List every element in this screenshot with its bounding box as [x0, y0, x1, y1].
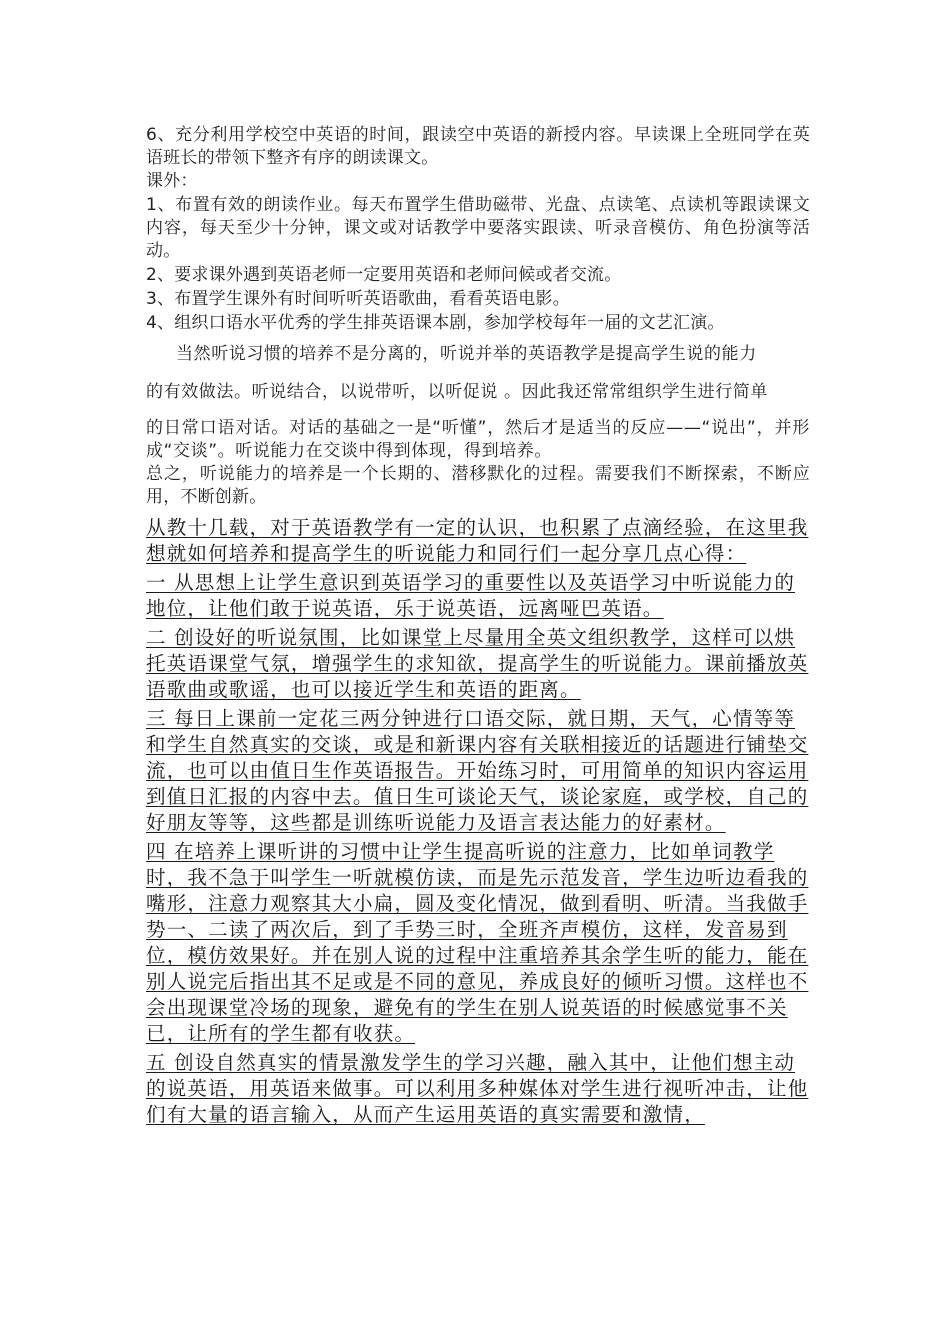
underlined-point-3: 三 每日上课前一定花三两分钟进行口语交际，就日期，天气，心情等等和学生自然真实的交谈，或是和新课内容有关联相接近的话题进行铺垫交流，也可以由值日生作英语报告。开始练习时，可用简单的知识内容运用到值日汇报的内容中去。值日生可谈论天气，谈论家庭，或学校，自己的好朋友等等，这些都是训练听说能力及语言表达能力的好素材。 [146, 707, 809, 834]
underlined-intro: 从教十几载，对于英语教学有一定的认识，也积累了点滴经验，在这里我想就如何培养和提高学生的听说能力和同行们一起分享几点心得： [146, 516, 809, 565]
underlined-point-4: 四 在培养上课听讲的习惯中让学生提高听说的注意力，比如单词教学时，我不急于叫学生一听就模仿读，而是先示范发音，学生边听边看我的嘴形，注意力观察其大小扁，圆及变化情况，做到看明、听清。当我做手势一、二读了两次后，到了手势三时，全班齐声模仿，这样，发音易到位，模仿效果好。并在别人说的过程中注重培养其余学生听的能力，能在别人说完后指出其不足或是不同的意见，养成良好的倾听习惯。这样也不会出现课堂冷场的现象，避免有的学生在别人说英语的时候感觉事不关已，让所有的学生都有收获。 [146, 840, 809, 1045]
paragraph-extra-1: 1、布置有效的朗读作业。每天布置学生借助磁带、光盘、点读笔、点读机等跟读课文内容，每天至少十分钟，课文或对话教学中要落实跟读、听录音模仿、角色扮演等活动。 [146, 195, 810, 261]
heading-extracurricular: 课外： [146, 171, 198, 191]
paragraph-listening-line-2: 的有效做法。听说结合，以说带听，以听促说 。因此我还常常组织学生进行简单 [146, 382, 769, 402]
underlined-point-2: 二 创设好的听说氛围，比如课堂上尽量用全英文组织教学，这样可以烘托英语课堂气氛，增强学生的求知欲，提高学生的听说能力。课前播放英语歌曲或歌谣，也可以接近学生和英语的距离。 [146, 626, 809, 701]
paragraph-listening-line-1: 当然听说习惯的培养不是分离的，听说并举的英语教学是提高学生说的能力 [176, 344, 757, 364]
underlined-point-5: 五 创设自然真实的情景激发学生的学习兴趣，融入其中，让他们想主动的说英语，用英语来做事。可以利用多种媒体对学生进行视听冲击，让他们有大量的语言输入，从而产生运用英语的真实需要和激情， [146, 1051, 809, 1126]
paragraph-extra-4: 4、组织口语水平优秀的学生排英语课本剧，参加学校每年一届的文艺汇演。 [146, 313, 725, 333]
paragraph-extra-2: 2、要求课外遇到英语老师一定要用英语和老师问候或者交流。 [146, 265, 622, 285]
paragraph-summary: 总之，听说能力的培养是一个长期的、潜移默化的过程。需要我们不断探索，不断应用，不断创新。 [146, 464, 810, 507]
paragraph-listening-line-3: 的日常口语对话。对话的基础之一是“听懂”，然后才是适当的反应——“说出”，并形成“交谈”。听说能力在交谈中得到体现，得到培养。 [146, 418, 810, 461]
document-page [146, 124, 810, 1128]
paragraph-extra-3: 3、布置学生课外有时间听听英语歌曲，看看英语电影。 [146, 289, 570, 309]
underlined-point-1: 一 从思想上让学生意识到英语学习的重要性以及英语学习中听说能力的地位，让他们敢于说英语，乐于说英语，远离哑巴英语。 [146, 571, 796, 620]
paragraph-item-6: 6、充分利用学校空中英语的时间，跟读空中英语的新授内容。早读课上全班同学在英语班长的带领下整齐有序的朗读课文。 [146, 125, 810, 168]
